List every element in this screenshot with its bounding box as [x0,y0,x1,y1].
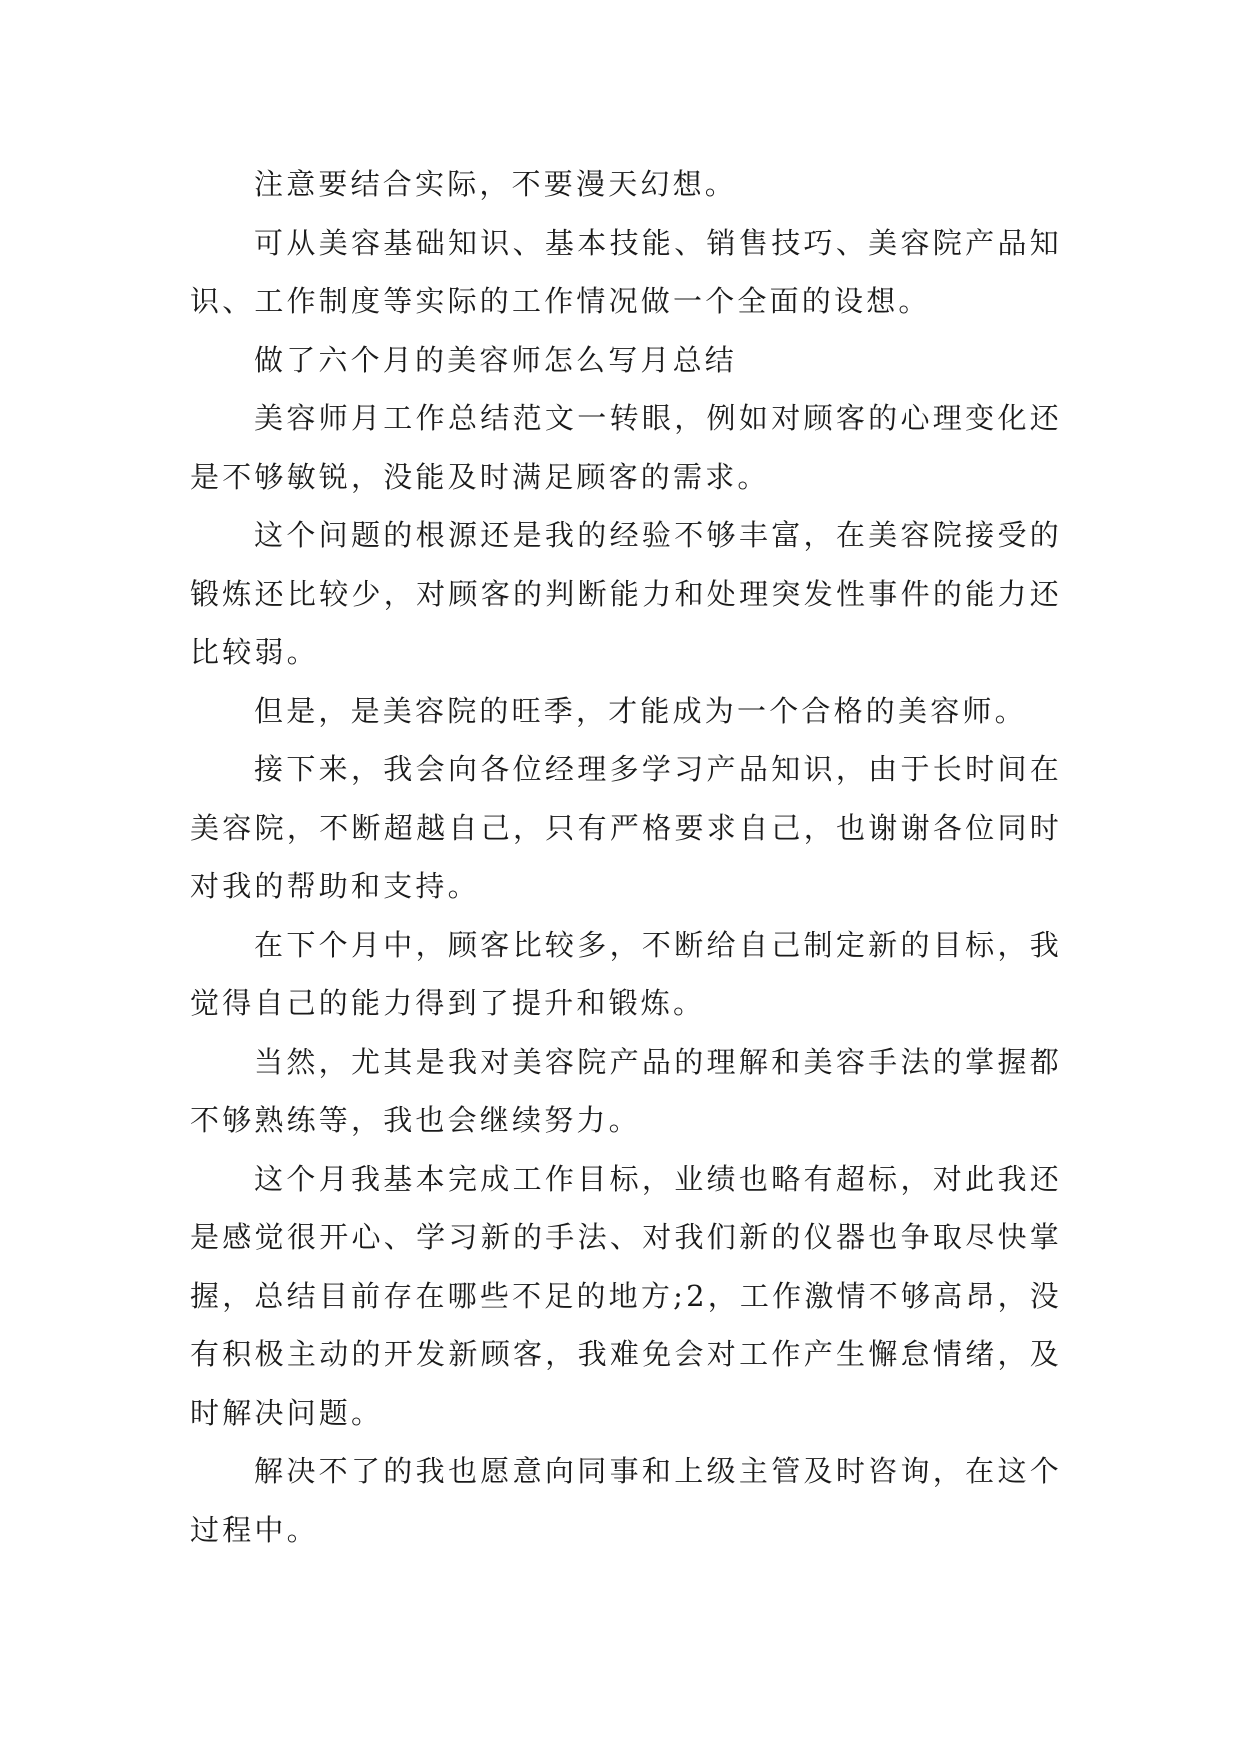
paragraph-11: 解决不了的我也愿意向同事和上级主管及时咨询，在这个过程中。 [190,1454,1062,1547]
paragraph-5: 这个问题的根源还是我的经验不够丰富，在美容院接受的锻炼还比较少，对顾客的判断能力和处理突发性事件的能力还比较弱。 [190,518,1062,669]
paragraph-3: 做了六个月的美容师怎么写月总结 [254,342,738,377]
paragraph-1: 注意要结合实际，不要漫天幻想。 [254,167,738,201]
paragraph-8: 在下个月中，顾客比较多，不断给自己制定新的目标，我觉得自己的能力得到了提升和锻炼。 [190,927,1062,1020]
document-body [190,155,1062,1559]
paragraph-9: 当然，尤其是我对美容院产品的理解和美容手法的掌握都不够熟练等，我也会继续努力。 [190,1044,1062,1137]
paragraph-10: 这个月我基本完成工作目标，业绩也略有超标，对此我还是感觉很开心、学习新的手法、对我们新的仪器也争取尽快掌握，总结目前存在哪些不足的地方;2，工作激情不够高昂，没有积极主动的开发新顾客，我难免会对工作产生懈怠情绪，及时解决问题。 [190,1161,1062,1430]
paragraph-2: 可从美容基础知识、基本技能、销售技巧、美容院产品知识、工作制度等实际的工作情况做一个全面的设想。 [190,225,1062,318]
paragraph-6: 但是，是美容院的旺季，才能成为一个合格的美容师。 [254,693,1027,728]
paragraph-4: 美容师月工作总结范文一转眼，例如对顾客的心理变化还是不够敏锐，没能及时满足顾客的需求。 [190,401,1062,494]
paragraph-7: 接下来，我会向各位经理多学习产品知识，由于长时间在美容院，不断超越自己，只有严格要求自己，也谢谢各位同时对我的帮助和支持。 [190,752,1062,903]
